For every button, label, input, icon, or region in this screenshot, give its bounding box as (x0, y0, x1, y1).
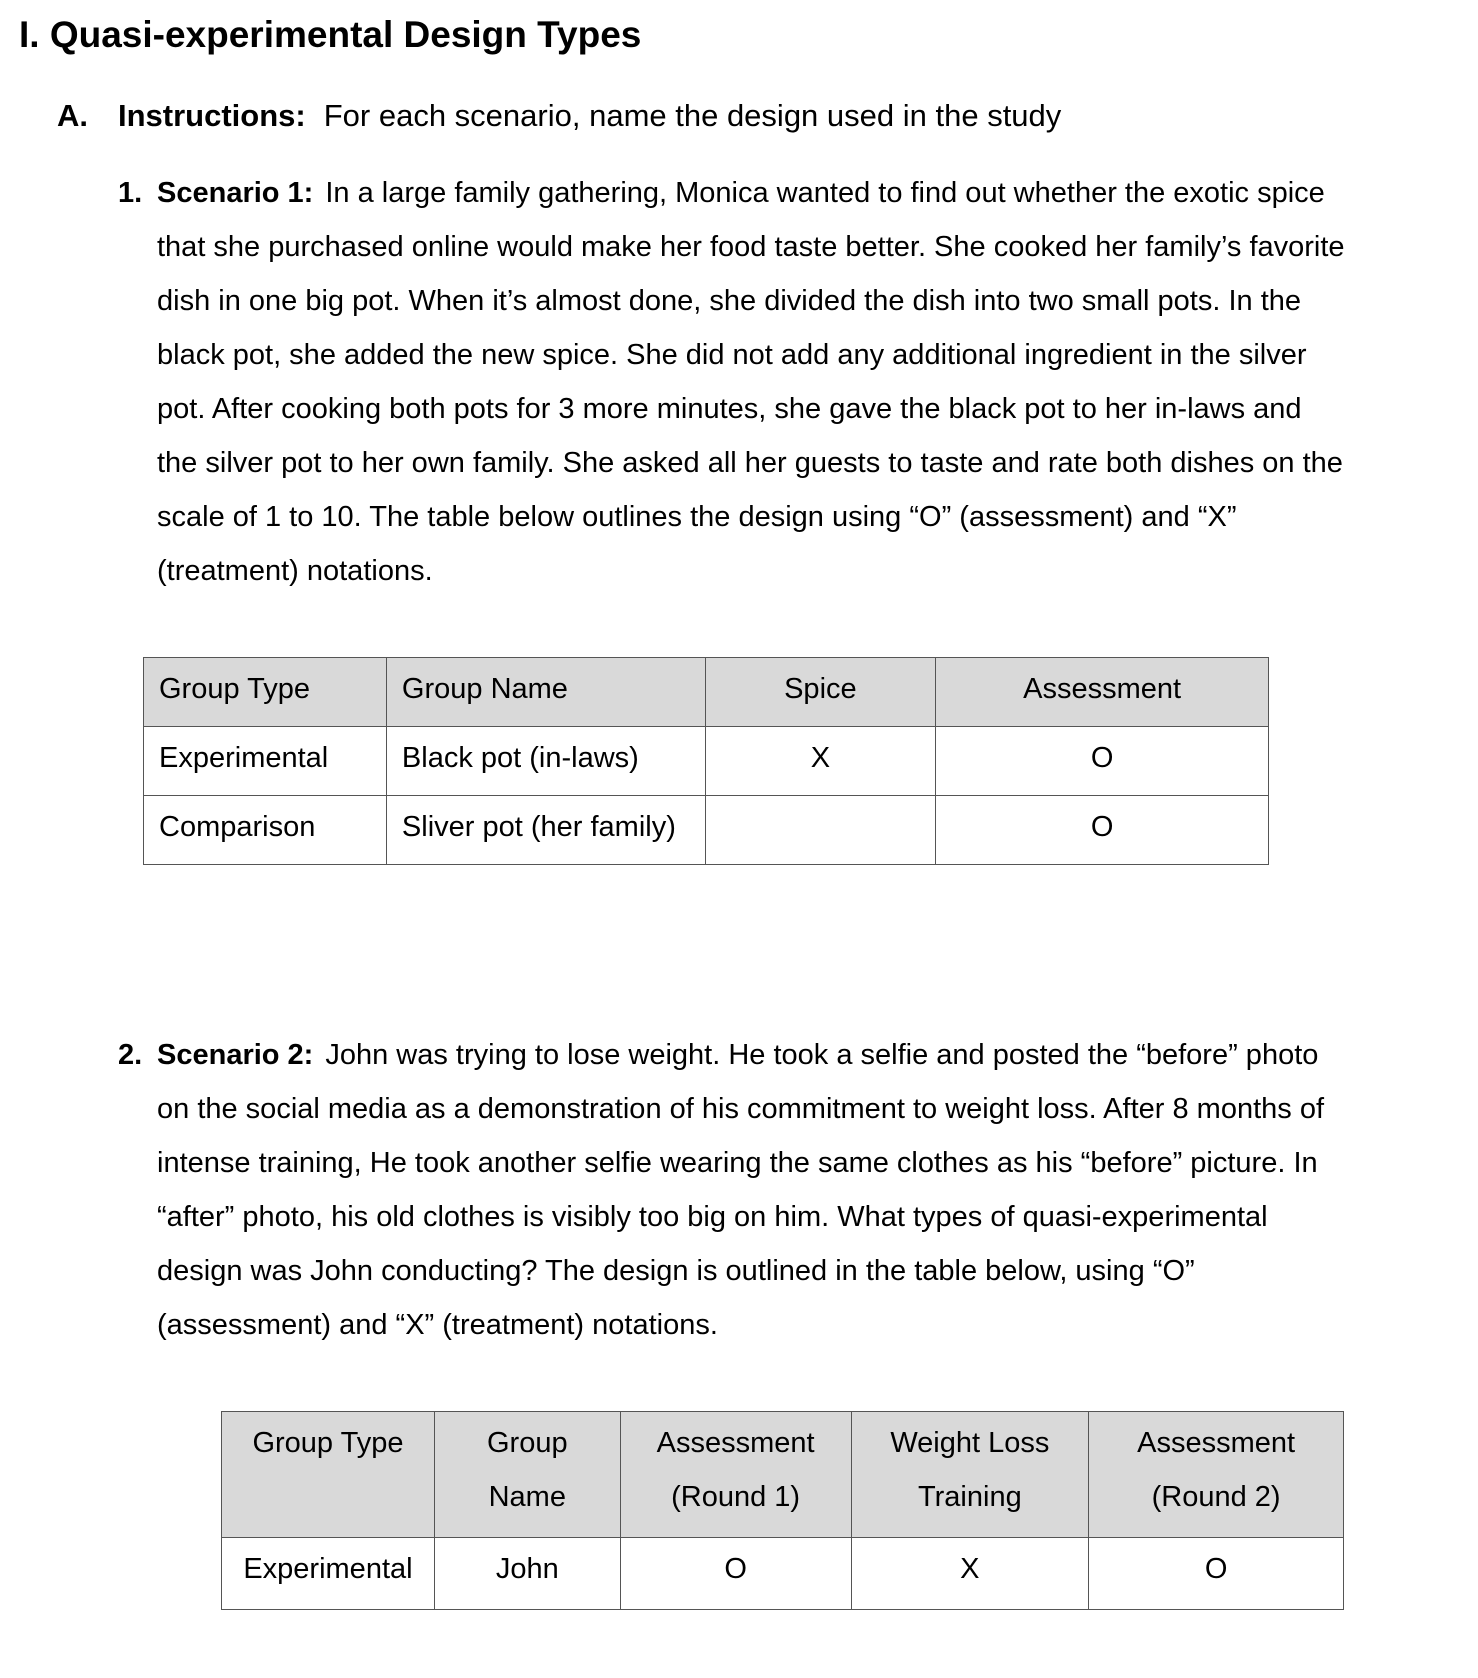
instructions-text: For each scenario, name the design used in the study (323, 98, 1062, 133)
design-table-2 (221, 1411, 1344, 1610)
header-cell: Assessment (Round 2) (1089, 1412, 1344, 1538)
table-cell: X (851, 1538, 1089, 1610)
scenario-1-text: In a large family gathering, Monica wanted to find out whether the exotic spice that she purchased online would make her food taste better. She cooked her family’s favorite dish in one big pot. When it’s almost done, she divided the dish into two small pots. In the black pot, she added the new spice. She did not add any additional ingredient in the silver pot. After cooking both pots for 3 more minutes, she gave the black pot to her in-laws and the silver pot to her own family. She asked all her guests to taste and rate both dishes on the scale of 1 to 10. The table below outlines the design using “O” (assessment) and “X” (treatment) notations. (157, 177, 1345, 587)
table-cell: Black pot (in-laws) (386, 727, 705, 796)
scenario-2-text: John was trying to lose weight. He took a selfie and posted the “before” photo on the social media as a demonstration of his commitment to weight loss. After 8 months of intense training, He took another selfie wearing the same clothes as his “before” picture. In “after” photo, his old clothes is visibly too big on him. What types of quasi-experimental design was John conducting? The design is outlined in the table below, using “O” (assessment) and “X” (treatment) notations. (157, 1039, 1325, 1341)
table-cell: John (434, 1538, 620, 1610)
header-cell: Group Name (434, 1412, 620, 1538)
instructions-marker: A. (57, 98, 88, 133)
header-cell: Spice (705, 658, 936, 727)
scenario-2 (118, 1028, 1348, 1352)
header-cell: Group Name (386, 658, 705, 727)
table-cell: O (620, 1538, 851, 1610)
instructions-label: Instructions: (118, 98, 306, 133)
table-row (222, 1538, 1344, 1610)
header-cell: Group Type (144, 658, 387, 727)
instructions (57, 98, 1061, 134)
table-cell: Experimental (144, 727, 387, 796)
table-header-row (144, 658, 1269, 727)
table-row (144, 796, 1269, 865)
scenario-2-label: Scenario 2: (157, 1039, 314, 1071)
header-cell: Assessment (936, 658, 1269, 727)
table-cell: Experimental (222, 1538, 435, 1610)
table-header-row (222, 1412, 1344, 1538)
table-cell (705, 796, 936, 865)
section-title: I. Quasi-experimental Design Types (19, 14, 642, 55)
design-table-1 (143, 657, 1269, 865)
table-cell: Comparison (144, 796, 387, 865)
scenario-2-marker: 2. (118, 1039, 143, 1071)
scenario-1 (118, 166, 1348, 598)
table-cell: O (936, 727, 1269, 796)
table-row (144, 727, 1269, 796)
table-cell: O (1089, 1538, 1344, 1610)
scenario-1-marker: 1. (118, 177, 143, 209)
header-cell: Assessment (Round 1) (620, 1412, 851, 1538)
table-cell: O (936, 796, 1269, 865)
table-cell: X (705, 727, 936, 796)
scenario-1-label: Scenario 1: (157, 177, 314, 209)
table-cell: Sliver pot (her family) (386, 796, 705, 865)
header-cell: Weight Loss Training (851, 1412, 1089, 1538)
header-cell: Group Type (222, 1412, 435, 1538)
